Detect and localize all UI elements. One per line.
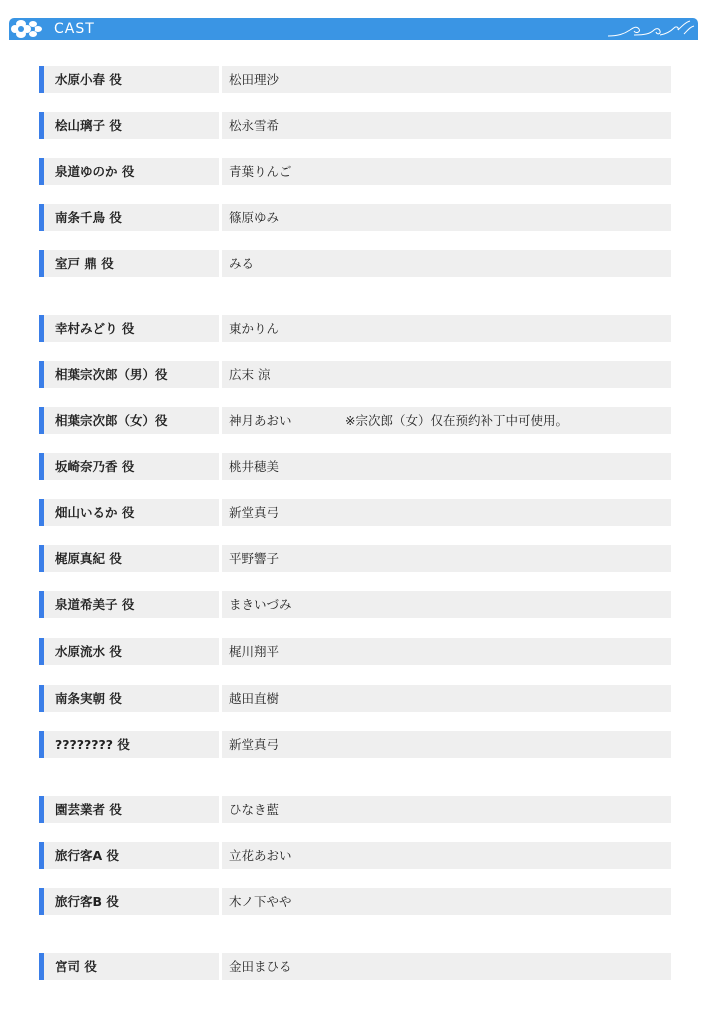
cast-row	[39, 361, 671, 388]
role-name: 園芸業者 役	[39, 796, 219, 823]
cast-row	[39, 158, 671, 185]
cast-row	[39, 250, 671, 277]
actor-name-text: 神月あおい	[229, 413, 292, 428]
actor-name	[222, 453, 671, 480]
role-name: 泉道ゆのか 役	[39, 158, 219, 185]
actor-name-text: ひなき藍	[229, 802, 280, 817]
role-name: 坂崎奈乃香 役	[39, 453, 219, 480]
actor-name	[222, 591, 671, 618]
role-name: 桧山璃子 役	[39, 112, 219, 139]
actor-name-text: 青葉りんご	[229, 164, 292, 179]
role-name: 相葉宗次郎（男）役	[39, 361, 219, 388]
actor-name	[222, 66, 671, 93]
actor-name-text: 広末 涼	[229, 367, 271, 382]
role-name: 梶原真紀 役	[39, 545, 219, 572]
actor-name	[222, 204, 671, 231]
cast-row	[39, 685, 671, 712]
actor-name-text: 金田まひる	[229, 959, 292, 974]
actor-name	[222, 796, 671, 823]
cast-note: ※宗次郎（女）仅在预约补丁中可使用。	[345, 413, 568, 428]
role-name: 宮司 役	[39, 953, 219, 980]
role-name: 泉道希美子 役	[39, 591, 219, 618]
role-name: 旅行客A 役	[39, 842, 219, 869]
cast-row	[39, 499, 671, 526]
actor-name	[222, 361, 671, 388]
role-name: 南条実朝 役	[39, 685, 219, 712]
role-name: 幸村みどり 役	[39, 315, 219, 342]
cast-row	[39, 796, 671, 823]
actor-name-text: 立花あおい	[229, 848, 292, 863]
role-name: 室戸 鼎 役	[39, 250, 219, 277]
actor-name-text: 梶川翔平	[229, 644, 280, 659]
role-name: ???????? 役	[39, 731, 219, 758]
cast-header	[9, 18, 698, 40]
role-name: 旅行客B 役	[39, 888, 219, 915]
actor-name-text: 新堂真弓	[229, 737, 280, 752]
actor-name	[222, 250, 671, 277]
actor-name	[222, 638, 671, 665]
actor-name-text: 新堂真弓	[229, 505, 280, 520]
actor-name-text: 松田理沙	[229, 72, 280, 87]
actor-name	[222, 888, 671, 915]
role-name: 南条千鳥 役	[39, 204, 219, 231]
cast-row	[39, 953, 671, 980]
cast-row	[39, 888, 671, 915]
actor-name-text: 篠原ゆみ	[229, 210, 280, 225]
cast-row	[39, 66, 671, 93]
cast-row	[39, 453, 671, 480]
cast-row	[39, 545, 671, 572]
actor-name	[222, 842, 671, 869]
actor-name-text: みる	[229, 256, 255, 271]
role-name: 水原小春 役	[39, 66, 219, 93]
actor-name-text: まきいづみ	[229, 597, 292, 612]
actor-name	[222, 545, 671, 572]
role-name: 相葉宗次郎（女）役	[39, 407, 219, 434]
actor-name-text: 越田直樹	[229, 691, 280, 706]
actor-name	[222, 953, 671, 980]
cast-row	[39, 112, 671, 139]
actor-name-text: 木ノ下やや	[229, 894, 292, 909]
actor-name	[222, 112, 671, 139]
cast-row	[39, 638, 671, 665]
cast-row	[39, 315, 671, 342]
actor-name	[222, 499, 671, 526]
actor-name	[222, 731, 671, 758]
cast-row	[39, 731, 671, 758]
role-name: 畑山いるか 役	[39, 499, 219, 526]
swirl-decoration-icon	[604, 18, 696, 40]
cast-row	[39, 407, 671, 434]
actor-name-text: 平野響子	[229, 551, 280, 566]
actor-name-text: 東かりん	[229, 321, 280, 336]
flower-icon	[11, 19, 47, 39]
cast-row	[39, 842, 671, 869]
cast-row	[39, 591, 671, 618]
actor-name	[222, 685, 671, 712]
actor-name	[222, 158, 671, 185]
actor-name	[222, 315, 671, 342]
cast-row	[39, 204, 671, 231]
header-title: CAST	[54, 21, 95, 37]
actor-name	[222, 407, 671, 434]
actor-name-text: 松永雪希	[229, 118, 280, 133]
role-name: 水原流水 役	[39, 638, 219, 665]
actor-name-text: 桃井穂美	[229, 459, 280, 474]
